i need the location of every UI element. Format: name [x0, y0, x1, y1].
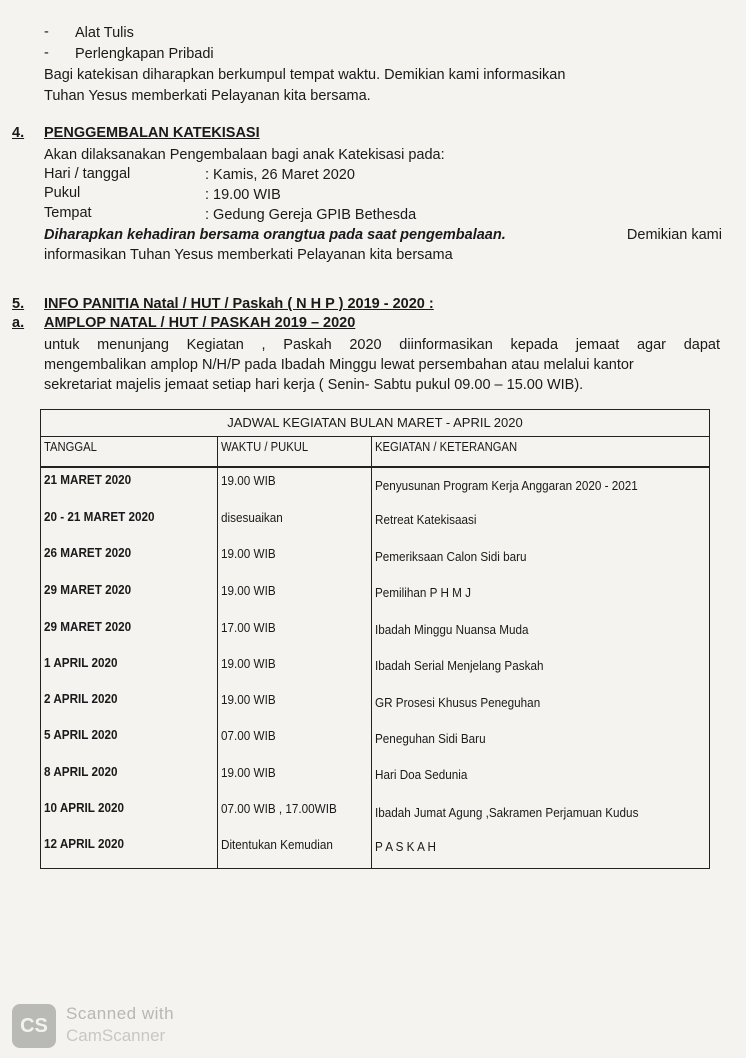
divider [41, 466, 709, 468]
detail-value: : Kamis, 26 Maret 2020 [205, 167, 355, 183]
column-divider [371, 436, 372, 868]
paragraph-line: informasikan Tuhan Yesus memberkati Pelayanan kita bersama [44, 247, 453, 263]
row-activity: Retreat Katekisaasi [375, 512, 477, 527]
row-time: 19.00 WIB [221, 473, 276, 488]
schedule-table [40, 409, 710, 869]
row-date: 1 APRIL 2020 [44, 655, 118, 670]
detail-value: : 19.00 WIB [205, 187, 281, 203]
paragraph-line: Bagi katekisan diharapkan berkumpul tempat waktu. Demikian kami informasikan [44, 67, 566, 83]
bullet-dash: - [44, 24, 49, 40]
watermark-text: Scanned with [66, 1004, 175, 1023]
subsection-a-heading [12, 315, 355, 331]
paragraph-line: Akan dilaksanakan Pengembalaan bagi anak Katekisasi pada: [44, 147, 445, 163]
row-date: 21 MARET 2020 [44, 472, 132, 487]
row-time: Ditentukan Kemudian [221, 837, 333, 852]
row-date: 12 APRIL 2020 [44, 836, 125, 851]
row-activity: Ibadah Serial Menjelang Paskah [375, 658, 544, 673]
row-date: 29 MARET 2020 [44, 619, 132, 634]
detail-label: Hari / tanggal [44, 166, 131, 182]
row-activity: Ibadah Jumat Agung ,Sakramen Perjamuan Kudus [375, 805, 639, 820]
row-date: 5 APRIL 2020 [44, 727, 118, 742]
list-item: Alat Tulis [75, 25, 134, 41]
row-activity: Hari Doa Sedunia [375, 767, 468, 782]
closing-tail: Demikian kami [626, 227, 722, 243]
table-title: JADWAL KEGIATAN BULAN MARET - APRIL 2020 [227, 415, 523, 430]
row-time: 19.00 WIB [221, 583, 276, 598]
row-date: 2 APRIL 2020 [44, 691, 118, 706]
column-header-date: TANGGAL [44, 440, 97, 454]
row-activity: P A S K A H [375, 839, 436, 854]
column-header-time: WAKTU / PUKUL [221, 440, 309, 454]
row-date: 20 - 21 MARET 2020 [44, 509, 155, 524]
divider [41, 436, 709, 437]
section-4-heading [12, 125, 260, 141]
section-title: INFO PANITIA Natal / HUT / Paskah ( N H P ) 2019 - 2020 : [44, 296, 434, 312]
column-divider [217, 436, 218, 868]
row-activity: Pemeriksaan Calon Sidi baru [375, 549, 527, 564]
scanner-watermark [8, 1000, 308, 1058]
emphasis-text: Diharapkan kehadiran bersama orangtua pada saat pengembalaan. [44, 227, 506, 243]
paragraph-line: mengembalikan amplop N/H/P pada Ibadah Minggu lewat persembahan atau melalui kantor [44, 357, 634, 373]
section-5-heading [12, 296, 434, 312]
row-activity: Pemilihan P H M J [375, 585, 472, 600]
row-time: 19.00 WIB [221, 692, 276, 707]
camscanner-logo-icon: CS [12, 1004, 56, 1048]
detail-value: : Gedung Gereja GPIB Bethesda [205, 207, 417, 223]
row-activity: Penyusunan Program Kerja Anggaran 2020 - 2021 [375, 478, 638, 493]
row-date: 29 MARET 2020 [44, 582, 132, 597]
section-number: 5. [12, 296, 25, 312]
row-time: disesuaikan [221, 510, 283, 525]
row-time: 19.00 WIB [221, 546, 276, 561]
list-item: Perlengkapan Pribadi [75, 46, 214, 62]
row-time: 07.00 WIB [221, 728, 276, 743]
bullet-dash: - [44, 45, 49, 61]
row-date: 26 MARET 2020 [44, 545, 132, 560]
row-activity: GR Prosesi Khusus Peneguhan [375, 695, 541, 710]
row-activity: Ibadah Minggu Nuansa Muda [375, 622, 529, 637]
section-number: 4. [12, 125, 25, 141]
detail-label: Tempat [44, 205, 92, 221]
row-time: 17.00 WIB [221, 620, 276, 635]
row-date: 10 APRIL 2020 [44, 800, 125, 815]
detail-label: Pukul [44, 185, 81, 201]
watermark-text: CamScanner [66, 1026, 166, 1045]
row-activity: Peneguhan Sidi Baru [375, 731, 486, 746]
paragraph-line: sekretariat majelis jemaat setiap hari kerja ( Senin- Sabtu pukul 09.00 – 15.00 WIB). [44, 377, 584, 393]
section-title: PENGGEMBALAN KATEKISASI [44, 125, 260, 141]
subsection-title: AMPLOP NATAL / HUT / PASKAH 2019 – 2020 [44, 315, 356, 331]
paragraph-line: Tuhan Yesus memberkati Pelayanan kita bersama. [44, 88, 371, 104]
row-time: 19.00 WIB [221, 765, 276, 780]
row-time: 19.00 WIB [221, 656, 276, 671]
paragraph-line: untuk menunjang Kegiatan , Paskah 2020 diinformasikan kepada jemaat agar dapat [44, 337, 720, 353]
subsection-number: a. [12, 315, 25, 331]
column-header-activity: KEGIATAN / KETERANGAN [375, 440, 518, 454]
row-time: 07.00 WIB , 17.00WIB [221, 801, 337, 816]
emphasis-line [44, 226, 722, 244]
row-date: 8 APRIL 2020 [44, 764, 118, 779]
